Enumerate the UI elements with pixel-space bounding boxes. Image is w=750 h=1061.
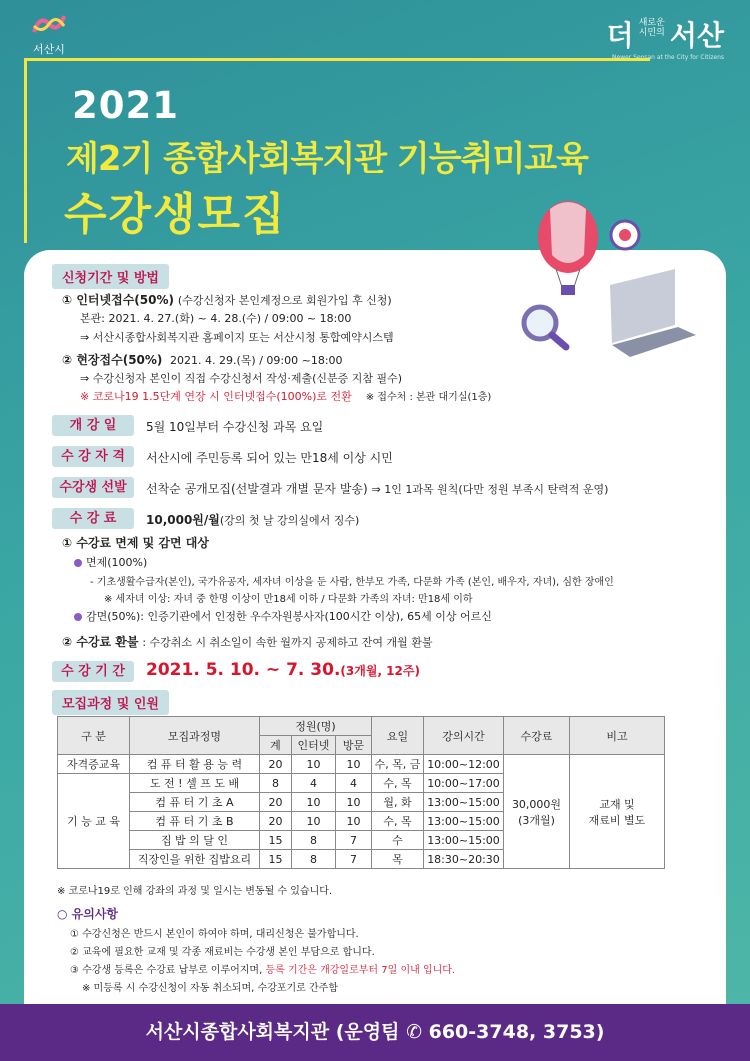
slogan-small: 새로운 시민의 bbox=[638, 18, 665, 38]
fee-cell: 30,000원 (3개월) bbox=[504, 755, 570, 869]
slogan-eng: Newer Seosan at the City for Citizens bbox=[612, 54, 724, 61]
note-cell: 교재 및 재료비 별도 bbox=[570, 755, 665, 869]
header-capacity: 정원(명) bbox=[260, 717, 372, 736]
notice-title: ○ 유의사항 bbox=[57, 907, 119, 921]
internet-system: ⇒ 서산시종합사회복지관 홈페이지 또는 서산시청 통합예약시스템 bbox=[80, 331, 394, 344]
course-name-cell: 직장인을 위한 집밥요리 bbox=[130, 850, 260, 869]
period-text: 2021. 5. 10. ~ 7. 30.(3개월, 12주) bbox=[146, 660, 420, 680]
refund-text: ② 수강료 환불 : 수강취소 시 취소일이 속한 월까지 공제하고 잔여 개월 환불 bbox=[62, 635, 433, 649]
laptop-icon bbox=[610, 269, 696, 357]
header-day: 요일 bbox=[372, 717, 424, 755]
table-row: 컴 퓨 터 기 초 A 20 10 10 월, 화 13:00~15:00 bbox=[58, 793, 665, 812]
course-name-cell: 컴 퓨 터 활 용 능 력 bbox=[130, 755, 260, 774]
qualification-text: 서산시에 주민등록 되어 있는 만18세 이상 시민 bbox=[146, 451, 393, 465]
header-course: 모집과정명 bbox=[130, 717, 260, 755]
period-tag: 수 강 기 간 bbox=[52, 661, 134, 682]
table-row: 기 능 교 육 도 전 ! 셀 프 도 배 8 4 4 수, 목 10:00~17:00 bbox=[58, 774, 665, 793]
fee-exemption-heading: ① 수강료 면제 및 감면 대상 bbox=[62, 536, 209, 550]
slogan-big: 더 bbox=[606, 19, 634, 52]
open-date-text: 5월 10일부터 수강신청 과목 요일 bbox=[146, 420, 324, 434]
internet-application: ① 인터넷접수(50%) (수강신청자 본인계정으로 회원가입 후 신청) bbox=[62, 293, 392, 307]
city-slogan-logo bbox=[607, 14, 724, 61]
slogan-city: 서산 bbox=[669, 19, 724, 52]
header-note: 비고 bbox=[570, 717, 665, 755]
table-row: 직장인을 위한 집밥요리 15 8 7 목 18:30~20:30 bbox=[58, 850, 665, 869]
header-visit: 방문 bbox=[336, 736, 372, 755]
footer-contact: 서산시종합사회복지관 (운영팀 ✆ 660-3748, 3753) bbox=[0, 1004, 750, 1061]
seosan-logo-text: 서산시 bbox=[33, 43, 65, 56]
exemption-detail: - 기초생활수급자(본인), 국가유공자, 세자녀 이상을 둔 사람, 한부모 가족, 다문화 가족 (본인, 배우자, 자녀), 심한 장애인 bbox=[90, 577, 614, 588]
open-date-tag: 개 강 일 bbox=[52, 415, 134, 436]
header-fee: 수강료 bbox=[504, 717, 570, 755]
bullet-icon bbox=[74, 559, 82, 567]
category-cell: 자격증교육 bbox=[58, 755, 130, 774]
table-row: 자격증교육 컴 퓨 터 활 용 능 력 20 10 10 수, 목, 금 10:00~12:00 30,000원 (3개월) 교재 및 재료비 별도 bbox=[58, 755, 665, 774]
covid-notice: ※ 코로나19 1.5단계 연장 시 인터넷접수(100%)로 전환 ※ 접수처 : 본관 대기실(1층) bbox=[80, 390, 492, 403]
exemption-note: ※ 세자녀 이상: 자녀 중 한명 이상이 만18세 이하 / 다문화 가족의 자녀: 만18세 이하 bbox=[104, 594, 473, 605]
fee-text: 10,000원/월(강의 첫 날 강의실에서 징수) bbox=[146, 513, 360, 527]
course-name-cell: 집 밥 의 달 인 bbox=[130, 831, 260, 850]
category-cell: 기 능 교 육 bbox=[58, 774, 130, 869]
bullet-icon bbox=[74, 613, 82, 621]
course-name-cell: 컴 퓨 터 기 초 B bbox=[130, 812, 260, 831]
selection-tag: 수강생 선발 bbox=[52, 477, 134, 498]
onsite-method: ⇒ 수강신청자 본인이 직접 수강신청서 작성·제출(신분증 지참 필수) bbox=[80, 372, 403, 385]
header-online: 인터넷 bbox=[292, 736, 336, 755]
course-name-cell: 컴 퓨 터 기 초 A bbox=[130, 793, 260, 812]
target-icon bbox=[611, 221, 639, 249]
notice-2: ② 교육에 필요한 교재 및 각종 재료비는 수강생 본인 부담으로 합니다. bbox=[70, 947, 375, 958]
fee-tag: 수 강 료 bbox=[52, 508, 134, 529]
table-row: 집 밥 의 달 인 15 8 7 수 13:00~15:00 bbox=[58, 831, 665, 850]
selection-text: 선착순 공개모집(선발결과 개별 문자 발송) ⇒ 1인 1과목 원칙(다만 정원 부족시 탄력적 운영) bbox=[146, 482, 609, 496]
notice-1: ① 수강신청은 반드시 본인이 하여야 하며, 대리신청은 불가합니다. bbox=[70, 929, 359, 940]
course-name-cell: 도 전 ! 셀 프 도 배 bbox=[130, 774, 260, 793]
magnifier-icon bbox=[524, 307, 566, 347]
notice-4: ※ 미등록 시 수강신청이 자동 취소되며, 수강포기로 간주함 bbox=[82, 983, 338, 994]
hot-air-balloon-icon bbox=[538, 201, 598, 295]
header-time: 강의시간 bbox=[424, 717, 504, 755]
balloon-laptop-illustration bbox=[500, 195, 700, 365]
internet-period: 본관: 2021. 4. 27.(화) ~ 4. 28.(수) / 09:00 ~ 18:00 bbox=[80, 312, 352, 325]
title-recruit: 수강생모집 bbox=[64, 189, 287, 240]
title-main: 제2기 종합사회복지관 기능취미교육 bbox=[66, 139, 588, 179]
header-category: 구 분 bbox=[58, 717, 130, 755]
reduction-item: 감면(50%): 인증기관에서 인정한 우수자원봉사자(100시간 이상), 65세 이상 어르신 bbox=[74, 608, 492, 624]
course-note: ※ 코로나19로 인해 강좌의 과정 및 일시는 변동될 수 있습니다. bbox=[57, 886, 333, 897]
exemption-item: 면제(100%) bbox=[74, 554, 147, 570]
courses-section-tag: 모집과정 및 인원 bbox=[52, 690, 169, 715]
course-table bbox=[57, 716, 665, 869]
application-section-tag: 신청기간 및 방법 bbox=[52, 264, 169, 289]
onsite-application: ② 현장접수(50%) 2021. 4. 29.(목) / 09:00 ~18:00 bbox=[62, 353, 343, 367]
seosan-logo-icon bbox=[30, 12, 68, 36]
year: 2021 bbox=[72, 84, 179, 127]
header-total: 계 bbox=[260, 736, 292, 755]
table-row: 컴 퓨 터 기 초 B 20 10 10 수, 목 13:00~15:00 bbox=[58, 812, 665, 831]
notice-3: ③ 수강생 등록은 수강료 납부로 이루어지며, 등록 기간은 개강일로부터 7일 이내 입니다. bbox=[70, 965, 456, 976]
seosan-logo bbox=[24, 12, 74, 57]
qualification-tag: 수 강 자 격 bbox=[52, 446, 134, 467]
